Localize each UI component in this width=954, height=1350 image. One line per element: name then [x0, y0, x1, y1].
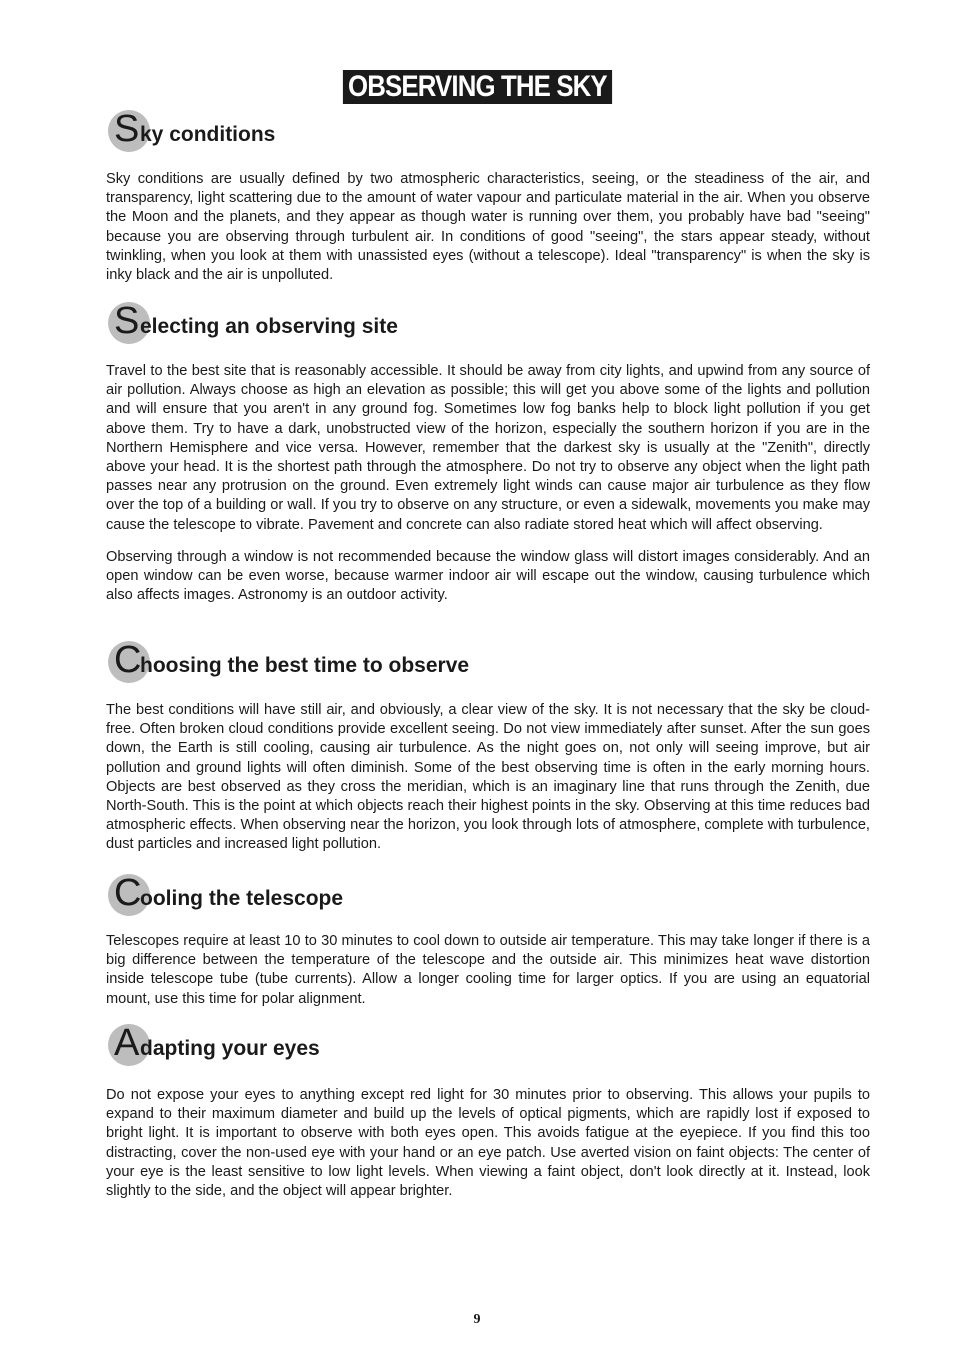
section-heading — [106, 1024, 870, 1070]
section-heading-text: dapting your eyes — [140, 1037, 320, 1060]
drop-cap-letter: C — [114, 872, 142, 914]
section-heading-text: ky conditions — [140, 123, 276, 146]
section-heading — [106, 110, 870, 156]
page-title: OBSERVING THE SKY — [342, 70, 611, 104]
section-heading — [106, 641, 870, 687]
title-bar — [0, 70, 954, 104]
paragraph: Sky conditions are usually defined by two atmospheric characteristics, seeing, or the steadiness of the air, and transparency, light scattering due to the amount of water vapour and particulate material in the air. When you observe the Moon and the planets, and they appear as though water is running over them, you probably have bad "seeing" because you are observing through turbulent air. In conditions of good "seeing", the stars appear steady, without twinkling, when you look at them with unassisted eyes (without a telescope). Ideal "transparency" is when the sky is inky black and the air is unpolluted. — [106, 171, 870, 284]
paragraph: Observing through a window is not recommended because the window glass will distort images considerably. And an open window can be even worse, because warmer indoor air will escape out the window, causing turbulence which also affects images. Astronomy is an outdoor activity. — [106, 548, 870, 604]
section-adapting-eyes — [106, 1024, 870, 1201]
section-selecting-site — [106, 302, 870, 605]
drop-cap-letter: C — [114, 639, 142, 681]
section-cooling-telescope — [106, 874, 870, 1009]
page-number: 9 — [473, 1312, 481, 1327]
section-sky-conditions — [106, 110, 870, 285]
drop-cap-letter: S — [114, 108, 140, 150]
paragraph: Telescopes require at least 10 to 30 minutes to cool down to outside air temperature. This may take longer if there is a big difference between the temperature of the telescope and the outside air. This minimizes heat wave distortion inside telescope tube (tube currents). Allow a longer cooling time for larger optics. If you are using an equatorial mount, use this time for polar alignment. — [106, 933, 870, 1007]
paragraph: Travel to the best site that is reasonably accessible. It should be away from city lights, and upwind from any source of air pollution. Always choose as high an elevation as possible; this will get you above some of the lights and pollution and will ensure that you aren't in any ground fog. Sometimes low fog banks help to block light pollution if you get above them. Try to have a dark, unobstructed view of the horizon, especially the southern horizon if you are in the Northern Hemisphere and vice versa. However, remember that the darkest sky is usually at the "Zenith", directly above your head. It is the shortest path through the atmosphere. Do not try to observe any object when the light path passes near any protrusion on the ground. Even extremely light winds can cause major air turbulence as they flow over the top of a building or wall. If you try to observe on any structure, or even a sidewalk, movements you make may cause the telescope to vibrate. Pavement and concrete can also radiate stored heat which will affect observing. — [106, 363, 870, 533]
paragraph: Do not expose your eyes to anything except red light for 30 minutes prior to observing. This allows your pupils to expand to their maximum diameter and build up the levels of optical pigments, which are rapidly lost if exposed to bright light. It is important to observe with both eyes open. This avoids fatigue at the eyepiece. If you find this too distracting, cover the non-used eye with your hand or an eye patch. Use averted vision on faint objects: The center of your eye is the least sensitive to low light levels. When viewing a faint object, don't look directly at it. Instead, look slightly to the side, and the object will appear brighter. — [106, 1087, 870, 1200]
section-heading-text: hoosing the best time to observe — [140, 654, 470, 677]
paragraph: The best conditions will have still air, and obviously, a clear view of the sky. It is not necessary that the sky be cloud-free. Often broken cloud conditions provide excellent seeing. Do not view immediately after sunset. After the sun goes down, the Earth is still cooling, causing air turbulence. As the night goes on, not only will seeing improve, but air pollution and ground lights will often diminish. Some of the best observing time is often in the early morning hours. Objects are best observed as they cross the meridian, which is an imaginary line that runs through the Zenith, due North-South. This is the point at which objects reach their highest points in the sky. Observing at this time reduces bad atmospheric effects. When observing near the horizon, you look through lots of atmosphere, complete with turbulence, dust particles and increased light pollution. — [106, 702, 870, 853]
drop-cap-letter: S — [114, 300, 140, 342]
section-heading — [106, 874, 870, 920]
drop-cap-letter: A — [114, 1022, 140, 1064]
section-heading-text: electing an observing site — [140, 315, 398, 338]
section-heading-text: ooling the telescope — [140, 887, 344, 910]
section-heading — [106, 302, 870, 348]
section-best-time — [106, 641, 870, 855]
